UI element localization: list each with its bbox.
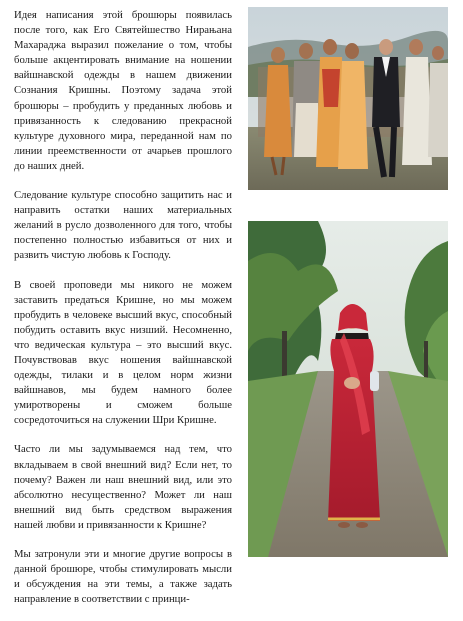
paragraph-intro: Идея написания этой брошюры появилась после того, как Его Святейшество Нирањана Махараджа выразил пожелание о том, чтобы больше акцентировать внимание на ношении вайшнавской одежды в нашем движении Сознания Кришны. Поэтому задача этой брошюры – пробудить у преданных любовь и привязанность к следованию прекрасной культуре духовного мира, переданной нам по линии преемственности от ачарьев прошлого до наших дней. <box>14 9 232 172</box>
paragraph-brochure-purpose: Мы затронули эти и многие другие вопросы в данной брошюре, чтобы стимулировать мысли и обсуждения на эти темы, а также задать направление в соответствии с принци- <box>14 548 232 606</box>
woman-in-sari-photo <box>248 221 448 557</box>
paragraph-appearance-questions: Часто ли мы задумываемся над тем, что вкладываем в свой внешний вид? Если нет, то почему? Важен ли наш внешний вид, или это абсолютно несущественно? Может ли наш внешний вид быть средством выражения нашей любви и привязанности к Кришне? <box>14 443 232 531</box>
body-text-column <box>14 8 232 621</box>
paragraph-culture-protection: Следование культуре способно защитить нас и направить остатки наших материальных желаний в русло дозволенного для того, чтобы постепенно полностью избавиться от них и развить чистую любовь к Господу. <box>14 189 232 262</box>
devotees-group-photo <box>248 7 448 190</box>
paragraph-higher-taste: В своей проповеди мы никого не можем заставить предаться Кришне, но мы можем пробудить в человеке высший вкус, способный побудить оставить вкус низший. Несомненно, что ведическая культура – это высший вкус. Почувствовав вкус ношения вайшнавской одежды, тилаки и в целом норм жизни вайшнавов, мы будем намного более умиротворены и сможем больше сосредоточиться на служении Шри Кришне. <box>14 278 232 427</box>
